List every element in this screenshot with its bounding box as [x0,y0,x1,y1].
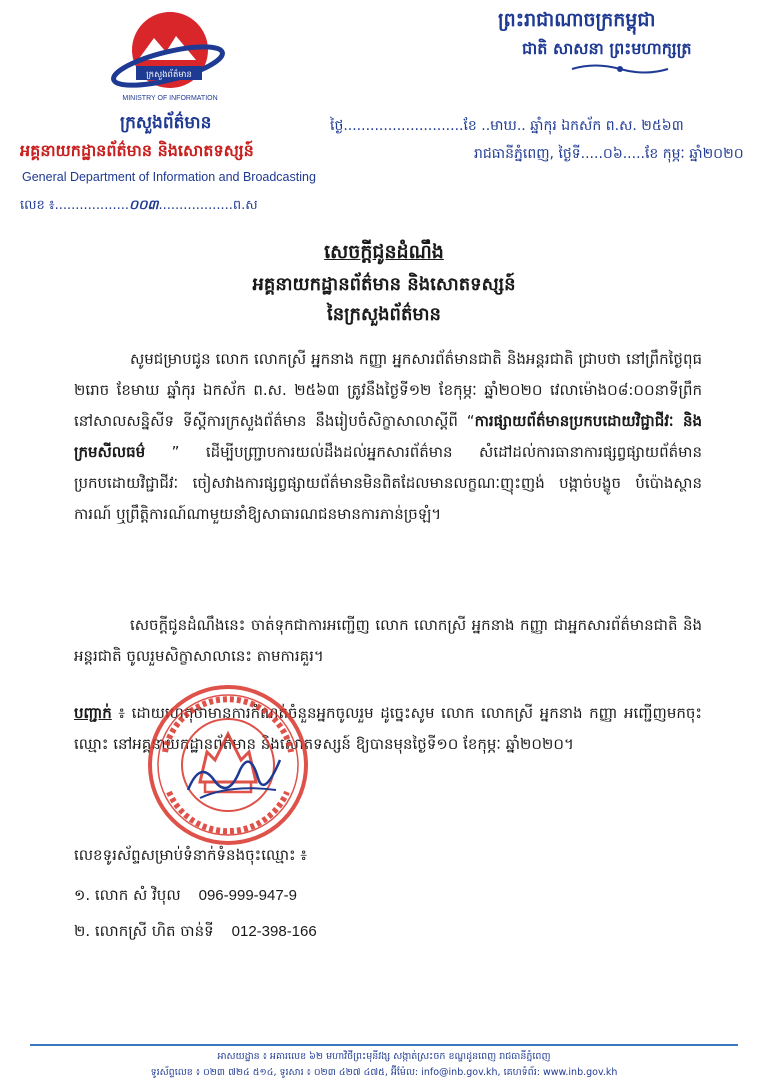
department-name-kh: អគ្គនាយកដ្ឋានព័ត៌មាន និងសោតទស្សន៍ [20,141,254,160]
ministry-name-kh: ក្រសួងព័ត៌មាន [120,113,212,133]
contacts-title: លេខទូរស័ព្ទសម្រាប់ទំនាក់ទំនងចុះឈ្មោះ ៖ [74,846,307,864]
kingdom-title: ព្រះរាជាណាចក្រកម្ពុជា [498,9,656,31]
notice-ministry: នៃក្រសួងព័ត៌មាន [327,304,441,325]
para1-text-b: ” ដើម្បីបញ្ជ្រាបការយល់ដឹងដល់អ្នកសារព័ត៌មាន សំដៅដល់ការធានាការផ្សព្វផ្សាយព័ត៌មានប្រកបដោយវិជ្ជាជីវៈ ចៀសវាងការផ្សព្វផ្សាយព័ត៌មានមិនពិតដែលមានលក្ខណៈញុះញង់ បង្កាច់បង្ខូច បំប៉ោងស្ថានការណ៍ ឬព្រឹត្តិការណ៍ណាមួយនាំឱ្យសាធារណជនមានការភាន់ច្រឡំ។ [74,443,702,523]
footer-contact-info: ទូរស័ព្ទលេខ ៖ ០២៣ ៧២៤ ៥១៤, ទូរសារ ៖ ០២៣ ៤២៧ ៤៧៥, អ៊ីម៉ែល: info@inb.gov.kh, គេហទំព័រ: www.inb.gov.kh [150,1067,618,1078]
logo-kh-text: ក្រសួងព័ត៌មាន [146,70,192,80]
doc-number-prefix: លេខ ៖.................. [20,198,129,213]
notice-title: សេចក្ដីជូនដំណឹង [324,241,444,263]
document-number [20,197,258,216]
ministry-logo [108,8,228,108]
footer-address: អាសយដ្ឋាន ៖ អគារលេខ ៦២ មហាវិថីព្រះមុនីវង្ស សង្កាត់ស្រះចក ខណ្ឌដូនពេញ រាជធានីភ្នំពេញ [217,1051,551,1062]
doc-number-value: ០០៣ [128,198,159,213]
note-text: ៖ ដោយហេតុថាមានការកំណត់ចំនួនអ្នកចូលរួម ដូច្នេះសូម លោក លោកស្រី អ្នកនាង កញ្ញា អញ្ជើញមកចុះឈ្មោះ នៅអគ្គនាយកដ្ឋានព័ត៌មាន និងសោតទស្សន៍ ឱ្យបានមុនថ្ងៃទី១០ ខែកុម្ភៈ ឆ្នាំ២០២០។ [74,704,702,753]
body-paragraph-1 [74,344,702,530]
doc-number-suffix: ..................ព.ស [158,198,258,213]
motto-ornament-icon [570,62,670,76]
department-name-en: General Department of Information and Broadcasting [22,170,316,184]
contact-phone: 012-398-166 [231,923,317,940]
contact-phone: 096-999-947-9 [198,887,298,904]
body-paragraph-2: សេចក្ដីជូនដំណឹងនេះ ចាត់ទុកជាការអញ្ជើញ លោក លោកស្រី អ្នកនាង កញ្ញា ជាអ្នកសារព័ត៌មានជាតិ និងអន្តរជាតិ ចូលរួមសិក្ខាសាលានេះ តាមការគួរ។ [74,616,702,665]
date-lunar: ថ្ងៃ...........................ខែ ..មាឃ.. ឆ្នាំកុរ ឯកស័ក ព.ស. ២៥៦៣ [330,118,684,134]
national-motto: ជាតិ សាសនា ព្រះមហាក្សត្រ [522,39,692,58]
signature-icon [180,740,290,810]
notice-department: អគ្គនាយកដ្ឋានព័ត៌មាន និងសោតទស្សន៍ [252,274,516,295]
contact-item [74,886,297,908]
workshop-subject: ការផ្សាយព័ត៌មានប្រកបដោយវិជ្ជាជីវៈ និងក្រមសីលធម៌ [74,412,702,461]
logo-ring-text: MINISTRY OF INFORMATION [122,95,218,102]
contact-name: ២. លោកស្រី ហិត ចាន់ទី [74,922,214,940]
contact-name: ១. លោក សំ វិបុល [74,886,181,904]
date-solar: រាជធានីភ្នំពេញ, ថ្ងៃទី.....០៦.....ខែ កុម្ភៈ ឆ្នាំ២០២០ [474,146,744,162]
contact-item [74,922,317,944]
footer-divider [30,1044,738,1046]
note-label: បញ្ជាក់ [74,704,112,722]
para1-text-a: សូមជម្រាបជូន លោក លោកស្រី អ្នកនាង កញ្ញា អ្នកសារព័ត៌មានជាតិ និងអន្តរជាតិ ជ្រាបថា នៅព្រឹកថ្ងៃពុធ ២រោច ខែមាឃ ឆ្នាំកុរ ឯកស័ក ព.ស. ២៥៦៣ ត្រូវនឹងថ្ងៃទី១២ ខែកុម្ភៈ ឆ្នាំ២០២០ វេលាម៉ោង០៨:០០នាទីព្រឹក នៅសាលសន្និសីទ ទីស្ដីការក្រសួងព័ត៌មាន នឹងរៀបចំសិក្ខាសាលាស្ដីពី “ [74,350,702,430]
